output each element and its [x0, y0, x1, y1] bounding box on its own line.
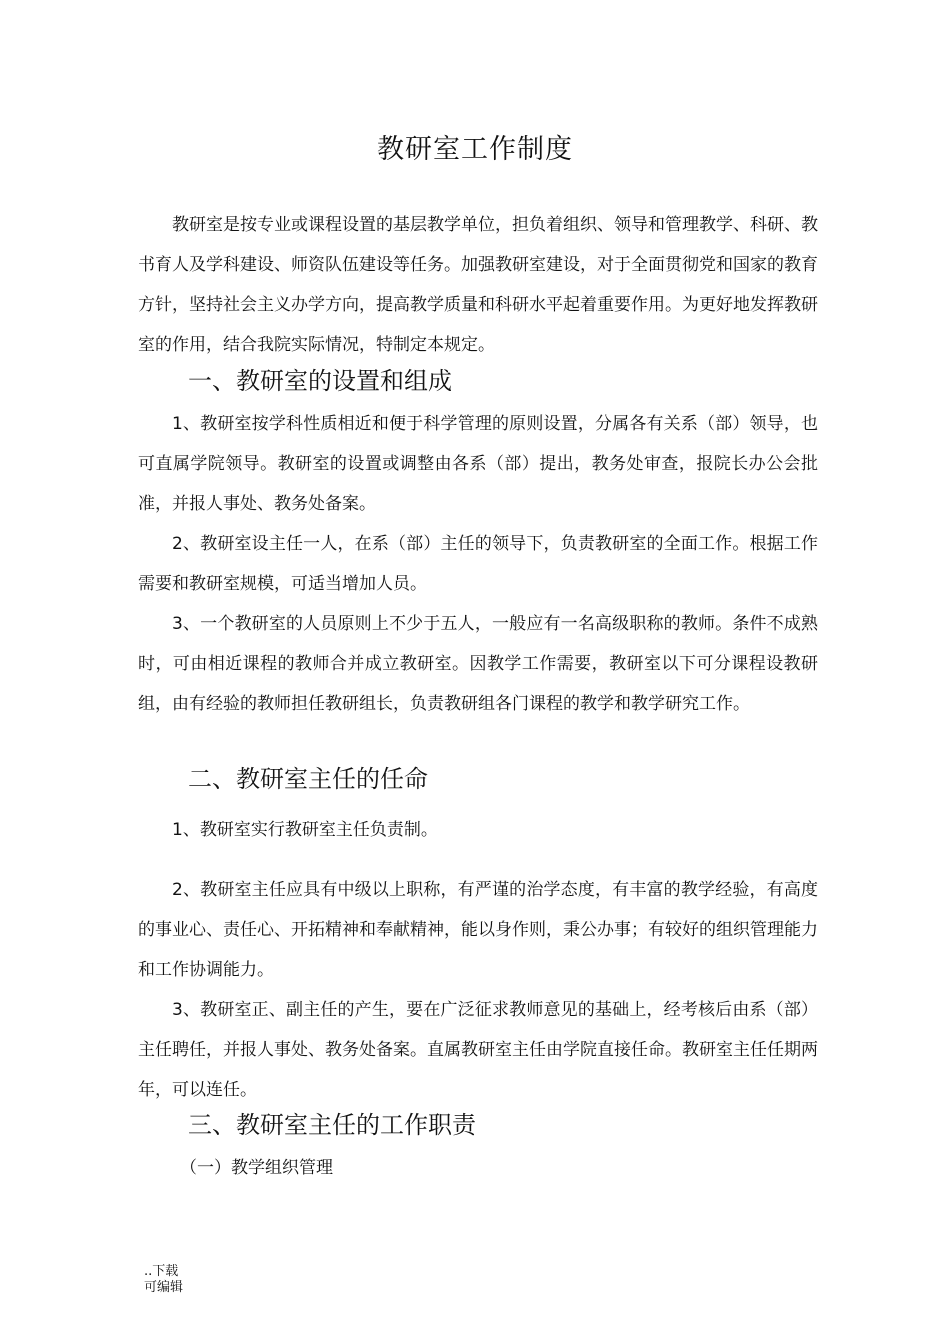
section-3-subheading: （一）教学组织管理 — [180, 1158, 333, 1178]
section-1-paragraph-1: 1、教研室按学科性质相近和便于科学管理的原则设置，分属各有关系（部）领导，也可直属学院领导。教研室的设置或调整由各系（部）提出，教务处审查，报院长办公会批准，并报人事处、教务处备案。 — [138, 414, 818, 514]
section-2-paragraph-1: 1、教研室实行教研室主任负责制。 — [172, 820, 438, 840]
footer-editable-note: 可编辑 — [144, 1280, 184, 1295]
intro-paragraph: 教研室是按专业或课程设置的基层教学单位，担负着组织、领导和管理教学、科研、教书育人及学科建设、师资队伍建设等任务。加强教研室建设，对于全面贯彻党和国家的教育方针，坚持社会主义办学方向，提高教学质量和科研水平起着重要作用。为更好地发挥教研室的作用，结合我院实际情况，特制定本规定。 — [138, 215, 818, 355]
section-1-heading: 一、教研室的设置和组成 — [188, 367, 452, 395]
section-1-paragraph-2: 2、教研室设主任一人，在系（部）主任的领导下，负责教研室的全面工作。根据工作需要和教研室规模，可适当增加人员。 — [138, 534, 818, 594]
section-2-paragraph-3: 3、教研室正、副主任的产生，要在广泛征求教师意见的基础上，经考核后由系（部）主任聘任，并报人事处、教务处备案。直属教研室主任由学院直接任命。教研室主任任期两年，可以连任。 — [138, 1000, 818, 1100]
section-2-paragraph-2: 2、教研室主任应具有中级以上职称，有严谨的治学态度，有丰富的教学经验，有高度的事业心、责任心、开拓精神和奉献精神，能以身作则，秉公办事；有较好的组织管理能力和工作协调能力。 — [138, 880, 818, 980]
document-title: 教研室工作制度 — [377, 134, 573, 165]
section-3-heading: 三、教研室主任的工作职责 — [188, 1111, 476, 1139]
section-1-paragraph-3: 3、一个教研室的人员原则上不少于五人，一般应有一名高级职称的教师。条件不成熟时，可由相近课程的教师合并成立教研室。因教学工作需要，教研室以下可分课程设教研组，由有经验的教师担任教研组长，负责教研组各门课程的教学和教学研究工作。 — [138, 614, 818, 714]
section-2-heading: 二、教研室主任的任命 — [188, 765, 428, 793]
footer-download-note: ..下载 — [144, 1264, 179, 1279]
